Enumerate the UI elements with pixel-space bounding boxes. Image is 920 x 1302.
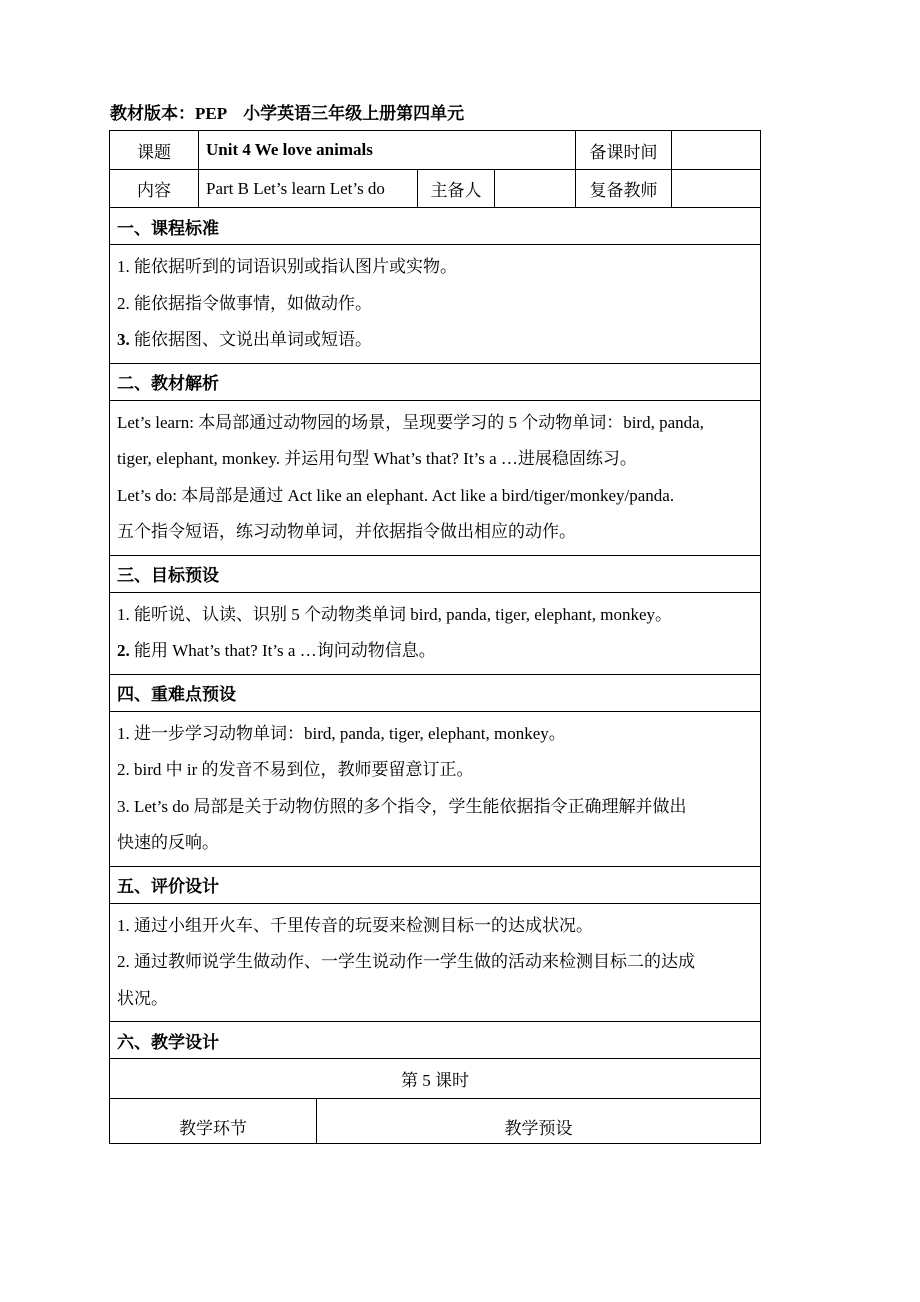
section-line: 状况。 xyxy=(117,988,168,1008)
review-teacher-label: 复备教师 xyxy=(576,170,672,208)
section-title: 三、目标预设 xyxy=(110,555,761,592)
lesson-period: 第 5 课时 xyxy=(110,1059,761,1099)
prep-time-label: 备课时间 xyxy=(576,131,672,170)
teaching-step-header: 教学环节 xyxy=(110,1099,317,1144)
section-body xyxy=(110,903,761,1022)
section-line: 1. 能听说、认读、识别 5 个动物类单词 bird, panda, tiger, elephant, monkey。 xyxy=(117,604,673,624)
section-line: 快速的反响。 xyxy=(117,833,219,852)
main-preparer-value[interactable] xyxy=(495,170,576,208)
main-preparer-label: 主备人 xyxy=(418,170,495,208)
section-line: 2. bird 中 ir 的发音不易到位，教师要留意订正。 xyxy=(117,760,474,779)
section-title: 二、教材解析 xyxy=(110,363,761,400)
content-label: 内容 xyxy=(110,170,199,208)
section-line: 3. Let’s do 局部是关于动物仿照的多个指令，学生能依据指令正确理解并做出 xyxy=(117,796,687,816)
topic-label: 课题 xyxy=(110,131,199,170)
section-body xyxy=(110,400,761,555)
section-line: 3. 能依据图、文说出单词或短语。 xyxy=(117,330,372,349)
section-line: 1. 能依据听到的词语识别或指认图片或实物。 xyxy=(117,257,457,276)
section-line: 1. 进一步学习动物单词：bird, panda, tiger, elephant, monkey。 xyxy=(117,723,566,743)
section-body xyxy=(110,245,761,364)
section-body xyxy=(110,711,761,866)
content-value: Part B Let’s learn Let’s do xyxy=(199,170,418,208)
section-title: 四、重难点预设 xyxy=(110,674,761,711)
section-title: 一、课程标准 xyxy=(110,208,761,245)
topic-value: Unit 4 We love animals xyxy=(199,131,576,170)
content-row xyxy=(110,170,761,208)
prep-time-value[interactable] xyxy=(672,131,761,170)
section-line: tiger, elephant, monkey. 并运用句型 What’s that? It’s a …进展稳固练习。 xyxy=(117,449,637,468)
topic-row xyxy=(110,131,761,170)
section-line: 2. 能用 What’s that? It’s a …询问动物信息。 xyxy=(117,641,436,660)
section-line: 1. 通过小组开火车、千里传音的玩耍来检测目标一的达成状况。 xyxy=(117,915,593,935)
section-title: 五、评价设计 xyxy=(110,866,761,903)
section-line: Let’s do: 本局部是通过 Act like an elephant. Act like a bird/tiger/monkey/panda. xyxy=(117,485,675,505)
section-body xyxy=(110,592,761,674)
teaching-plan-header: 教学预设 xyxy=(317,1099,761,1144)
section-line: 五个指令短语，练习动物单词，并依据指令做出相应的动作。 xyxy=(117,522,576,541)
section-line: 2. 通过教师说学生做动作、一学生说动作一学生做的活动来检测目标二的达成 xyxy=(117,952,695,971)
review-teacher-value[interactable] xyxy=(672,170,761,208)
section-line: Let’s learn: 本局部通过动物园的场景，呈现要学习的 5 个动物单词：bird, panda, xyxy=(117,412,704,432)
section-title: 六、教学设计 xyxy=(110,1022,761,1059)
lesson-plan-table xyxy=(109,130,761,1144)
section-line: 2. 能依据指令做事情，如做动作。 xyxy=(117,293,372,313)
document-heading: 教材版本：PEP 小学英语三年级上册第四单元 xyxy=(110,104,465,123)
